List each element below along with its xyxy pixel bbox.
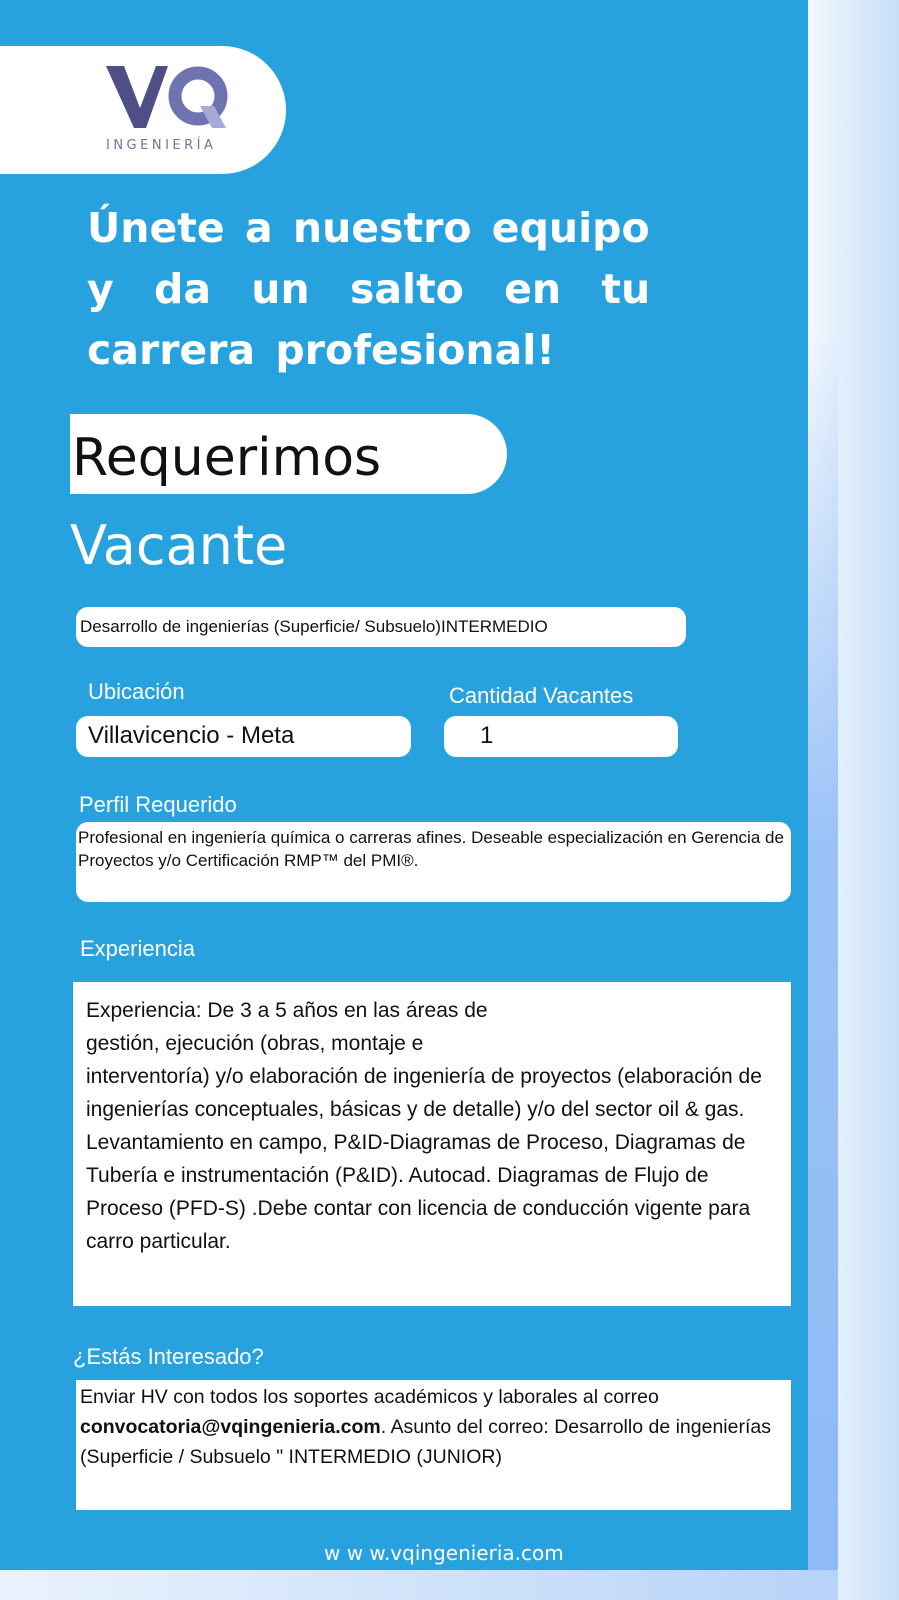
logo-wordmark: INGENIERÍA bbox=[106, 138, 217, 153]
experiencia-label: Experiencia bbox=[80, 936, 195, 961]
experiencia-box bbox=[73, 982, 791, 1306]
position-title: Desarrollo de ingenierías (Superficie/ Subsuelo)INTERMEDIO bbox=[80, 617, 548, 636]
edge-glow bbox=[808, 330, 838, 1600]
interesado-text-after: . Asunto del correo: Desarrollo de ingenierías (Superficie / Subsuelo " INTERMEDIO (JUNIOR) bbox=[80, 1416, 771, 1468]
interesado-text-before: Enviar HV con todos los soportes académicos y laborales al correo bbox=[80, 1386, 659, 1408]
contact-email-link[interactable]: convocatoria@vqingenieria.com bbox=[80, 1416, 381, 1438]
position-box bbox=[76, 607, 686, 647]
vq-logo-icon bbox=[106, 66, 230, 134]
interesado-label: ¿Estás Interesado? bbox=[73, 1344, 264, 1369]
perfil-text: Profesional en ingeniería química o carreras afines. Deseable especialización en Gerencia de Proyectos y/o Certificación RMP™ del PMI®. bbox=[78, 828, 784, 870]
vacante-title: Vacante bbox=[70, 514, 288, 577]
cantidad-value: 1 bbox=[480, 722, 494, 749]
headline bbox=[87, 198, 729, 381]
experiencia-line-2: gestión, ejecución (obras, montaje e bbox=[86, 1032, 424, 1055]
perfil-box bbox=[76, 822, 791, 902]
experiencia-rest: interventoría) y/o elaboración de ingeniería de proyectos (elaboración de ingenierías conceptuales, básicas y de detalle) y/o del sector oil & gas. Levantamiento en campo, P&ID-Diagramas de Proceso, Diagramas de Tubería e instrumentación (P&ID). Autocad. Diagramas de Flujo de Proceso (PFD-S) .Debe contar con licencia de conducción vigente para carro particular. bbox=[86, 1065, 762, 1253]
experiencia-text bbox=[86, 994, 788, 1258]
ubicacion-box bbox=[76, 716, 411, 757]
ubicacion-value: Villavicencio - Meta bbox=[88, 722, 295, 749]
cantidad-label: Cantidad Vacantes bbox=[449, 683, 634, 708]
bottom-strip bbox=[0, 1570, 838, 1600]
headline-line-2: y da un salto en tu bbox=[87, 265, 651, 313]
interesado-text bbox=[80, 1382, 790, 1472]
website-link[interactable]: w w w.vqingenieria.com bbox=[324, 1541, 564, 1565]
experiencia-line-1: Experiencia: De 3 a 5 años en las áreas de bbox=[86, 999, 488, 1022]
headline-line-3: carrera profesional! bbox=[87, 326, 555, 374]
ubicacion-label: Ubicación bbox=[88, 679, 185, 704]
requerimos-title: Requerimos bbox=[72, 428, 382, 488]
interesado-box bbox=[76, 1380, 791, 1510]
headline-line-1: Únete a nuestro equipo bbox=[87, 204, 650, 252]
cantidad-box bbox=[444, 716, 678, 757]
perfil-label: Perfil Requerido bbox=[79, 792, 237, 817]
